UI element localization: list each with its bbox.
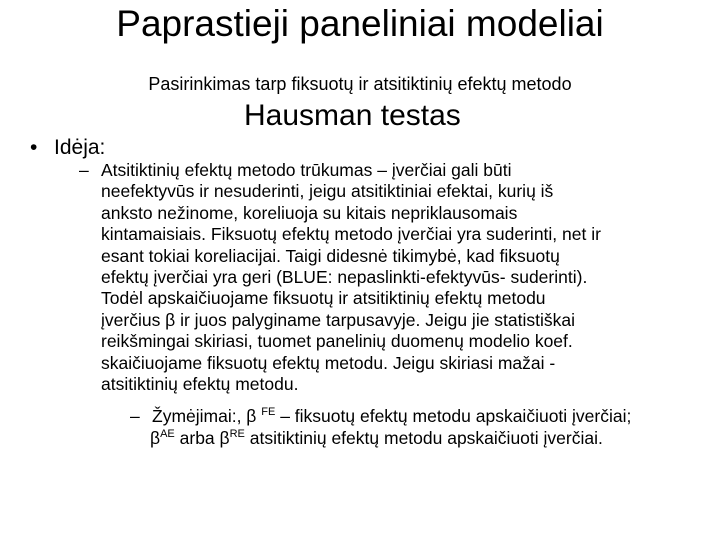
- bullet-item: [30, 135, 105, 161]
- paragraph-line: esant tokiai koreliacijai. Taigi didesnė tikimybė, kad fiksuotų: [101, 245, 560, 266]
- bullet-text: Idėja:: [54, 136, 106, 159]
- fe-description: – fiksuotų efektų metodu apskaičiuoti įverčiai;: [280, 406, 632, 426]
- paragraph-line: efektų įverčiai yra geri (BLUE: nepaslinkti-efektyvūs- suderinti).: [101, 267, 588, 288]
- slide-title: Paprastieji paneliniai modeliai: [116, 3, 604, 44]
- ae-superscript: AE: [160, 428, 175, 440]
- paragraph-line: skaičiuojame fiksuotų efektų metodu. Jeigu skiriasi mažai -: [101, 352, 556, 373]
- section-heading: Hausman testas: [244, 99, 461, 132]
- paragraph-line: Atsitiktinių efektų metodo trūkumas – įverčiai gali būti: [101, 160, 512, 180]
- or-beta-text: arba β: [179, 428, 230, 448]
- paragraph-line: neefektyvūs ir nesuderinti, jeigu atsitiktiniai efektai, kurių iš: [101, 181, 554, 202]
- notation-line-ae-re: [150, 428, 603, 449]
- beta-symbol: β: [150, 428, 161, 448]
- paragraph-line: įverčius β ir juos palyginame tarpusavyje. Jeigu jie statistiškai: [101, 309, 576, 330]
- paragraph-line: atsitiktinių efektų metodu.: [101, 374, 299, 395]
- notation-prefix: Žymėjimai:, β: [152, 406, 257, 426]
- notation-line: [130, 406, 631, 427]
- dash-icon: –: [79, 160, 89, 180]
- re-description: atsitiktinių efektų metodu apskaičiuoti įverčiai.: [244, 428, 603, 448]
- explanation-paragraph: [101, 160, 706, 395]
- slide-subtitle: Pasirinkimas tarp fiksuotų ir atsitiktinių efektų metodo: [148, 74, 572, 94]
- paragraph-line: reikšmingai skiriasi, tuomet panelinių duomenų modelio koef.: [101, 331, 573, 352]
- re-superscript: RE: [229, 428, 245, 440]
- paragraph-line: Todėl apskaičiuojame fiksuotų ir atsitiktinių efektų metodu: [101, 288, 546, 309]
- fe-superscript: FE: [261, 406, 276, 418]
- dash-icon: –: [130, 406, 140, 426]
- paragraph-line: anksto nežinome, koreliuoja su kitais nepriklausomais: [101, 202, 518, 223]
- paragraph-line: kintamaisiais. Fiksuotų efektų metodo įverčiai yra suderinti, net ir: [101, 224, 601, 245]
- bullet-icon: •: [30, 136, 38, 159]
